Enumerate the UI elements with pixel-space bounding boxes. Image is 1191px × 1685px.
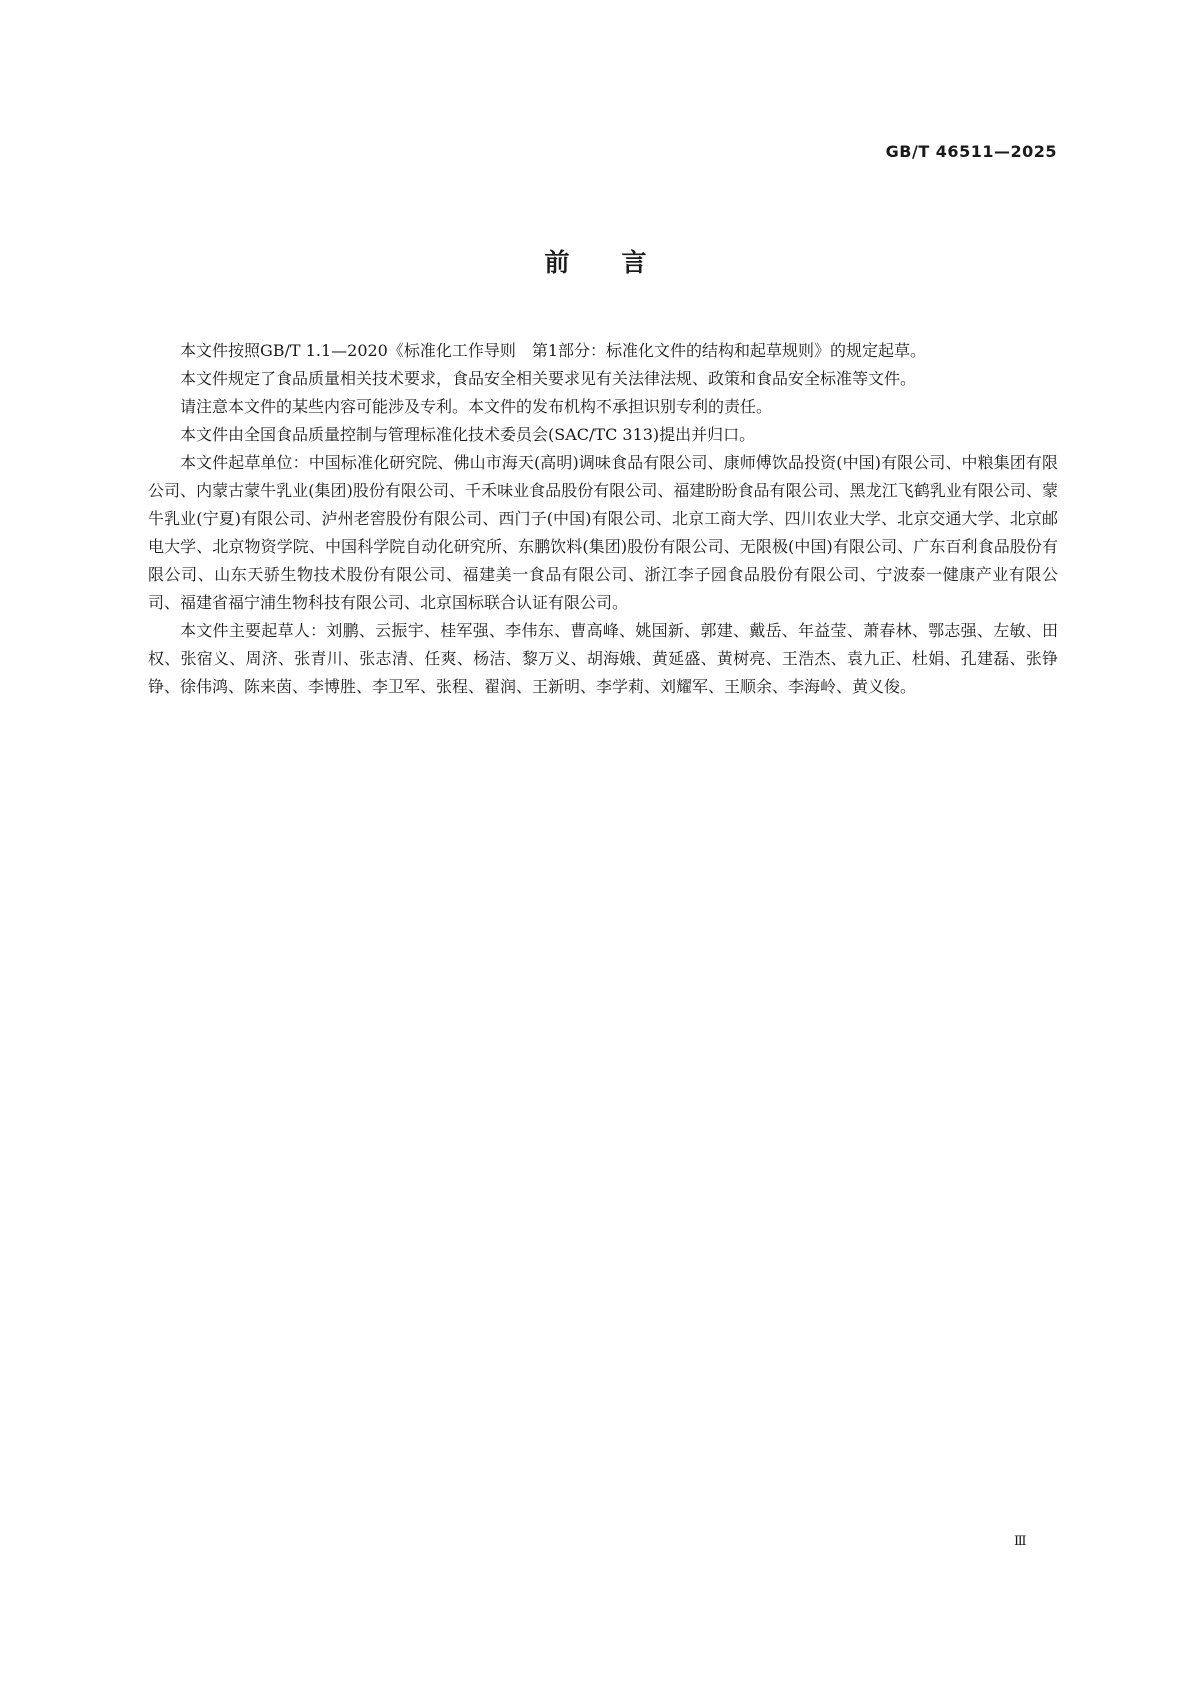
paragraph-drafters: 本文件主要起草人：刘鹏、云振宇、桂军强、李伟东、曹高峰、姚国新、郭建、戴岳、年益莹、萧春林、鄂志强、左敏、田权、张宿义、周济、张青川、张志清、任爽、杨洁、黎万义、胡海娥、黄延盛、黄树亮、王浩杰、袁九正、杜娟、孔建磊、张铮铮、徐伟鸿、陈来茵、李博胜、李卫军、张程、翟润、王新明、李学莉、刘耀军、王顺余、李海岭、黄义俊。 (148, 621, 1058, 696)
paragraph-scope: 本文件规定了食品质量相关技术要求，食品安全相关要求见有关法律法规、政策和食品安全标准等文件。 (180, 369, 917, 388)
paragraph-drafting-units: 本文件起草单位：中国标准化研究院、佛山市海天(高明)调味食品有限公司、康师傅饮品投资(中国)有限公司、中粮集团有限公司、内蒙古蒙牛乳业(集团)股份有限公司、千禾味业食品股份有限公司、福建盼盼食品有限公司、黑龙江飞鹤乳业有限公司、蒙牛乳业(宁夏)有限公司、泸州老窖股份有限公司、西门子(中国)有限公司、北京工商大学、四川农业大学、北京交通大学、北京邮电大学、北京物资学院、中国科学院自动化研究所、东鹏饮料(集团)股份有限公司、无限极(中国)有限公司、广东百利食品股份有限公司、山东天骄生物技术股份有限公司、福建美一食品有限公司、浙江李子园食品股份有限公司、宁波泰一健康产业有限公司、福建省福宁浦生物科技有限公司、北京国标联合认证有限公司。 (148, 453, 1058, 612)
paragraph-patent-notice: 请注意本文件的某些内容可能涉及专利。本文件的发布机构不承担识别专利的责任。 (180, 397, 773, 416)
paragraph-committee: 本文件由全国食品质量控制与管理标准化技术委员会(SAC/TC 313)提出并归口。 (180, 425, 756, 444)
page-number: Ⅲ (1014, 1534, 1027, 1549)
page-title: 前言 (544, 248, 699, 277)
paragraph-drafting-rules: 本文件按照GB/T 1.1—2020《标准化工作导则 第1部分：标准化文件的结构和起草规则》的规定起草。 (180, 341, 927, 360)
standard-number: GB/T 46511—2025 (885, 142, 1057, 161)
foreword-body (148, 337, 1058, 701)
